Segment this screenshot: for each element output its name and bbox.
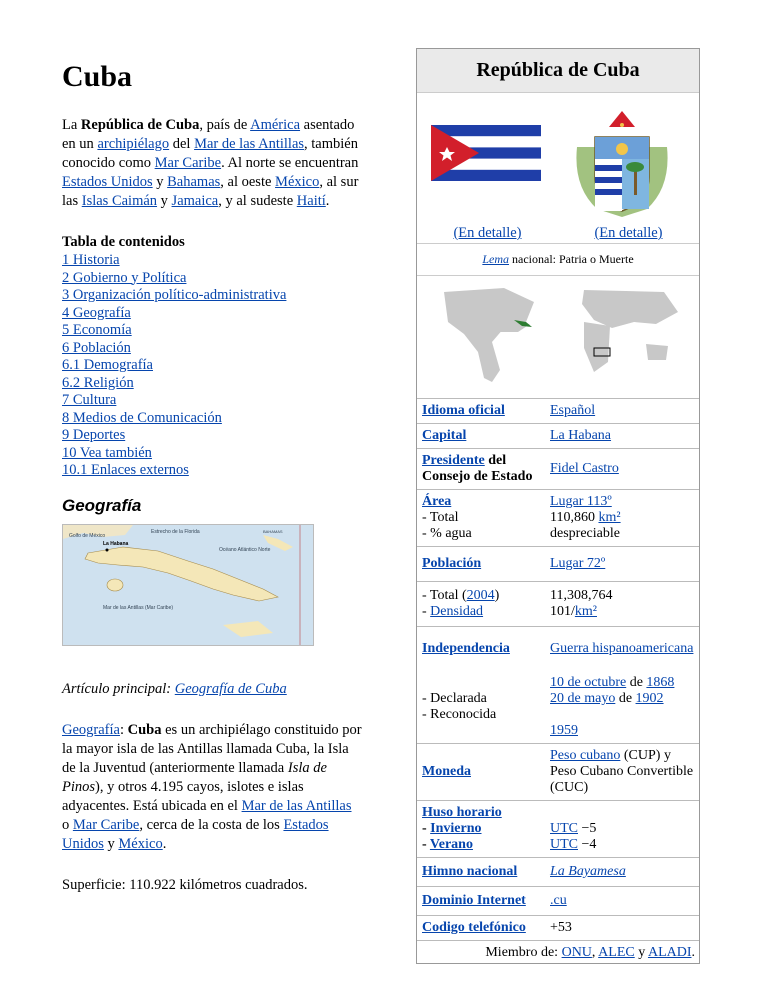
location-map-image <box>434 282 682 388</box>
link-espanol[interactable]: Español <box>550 403 596 418</box>
intro-paragraph: La República de Cuba, país de América asentado en un archipiélago del Mar de las Antillas, también conocido como Mar Caribe. Al norte se encuentran Estados Unidos y Bahamas, al oeste México, al sur las Islas Caimán y Jamaica, y al sudeste Haití. <box>62 117 359 209</box>
link-poblacion[interactable]: Población <box>422 556 482 571</box>
table-row: - Declarada - Reconocida 10 de octubre de 1868 20 de mayo de 1902 1959 <box>422 675 675 738</box>
infobox <box>416 48 700 964</box>
cuba-flag-image[interactable] <box>431 125 541 181</box>
link-mexico[interactable]: México <box>275 174 320 190</box>
world-map-graphic <box>434 282 682 388</box>
link-2004[interactable]: 2004 <box>466 588 495 603</box>
link-capital[interactable]: Capital <box>422 428 467 443</box>
table-row <box>417 547 699 582</box>
link-km2[interactable]: km² <box>598 510 621 525</box>
link-la-bayamesa[interactable]: La Bayamesa <box>550 864 626 879</box>
link-la-habana[interactable]: La Habana <box>550 428 612 443</box>
table-row <box>417 627 699 672</box>
table-row <box>417 858 699 887</box>
table-row: Área - Total - % agua Lugar 113º 110,860 km² despreciable <box>417 490 699 547</box>
infobox-symbols <box>417 93 699 244</box>
link-1868[interactable]: 1868 <box>646 675 675 690</box>
link-utc-2[interactable]: UTC <box>550 837 578 852</box>
link-fidel-castro[interactable]: Fidel Castro <box>550 461 619 476</box>
link-mexico-2[interactable]: México <box>118 835 163 852</box>
link-huso-horario[interactable]: Huso horario <box>422 805 502 820</box>
link-utc-1[interactable]: UTC <box>550 821 578 836</box>
link-verano[interactable]: Verano <box>429 837 473 852</box>
link-mar-antillas[interactable]: Mar de las Antillas <box>194 136 305 152</box>
table-row: Codigo telefónico +53 <box>417 916 699 941</box>
link-aladi[interactable]: ALADI <box>647 945 692 960</box>
section-heading-geografia: Geografía <box>62 495 142 515</box>
link-mar-antillas-2[interactable]: Mar de las Antillas <box>241 797 352 814</box>
toc-item[interactable]: 7 Cultura <box>62 392 117 408</box>
link-mar-caribe[interactable]: Mar Caribe <box>154 155 222 171</box>
link-codigo-telefonico[interactable]: Codigo telefónico <box>422 920 526 935</box>
link-alec[interactable]: ALEC <box>598 945 635 960</box>
national-motto: Lema nacional: Patria o Muerte <box>417 244 699 276</box>
toc-item[interactable]: 6.2 Religión <box>62 374 134 391</box>
map-label: BAHAMAS <box>263 528 283 534</box>
table-row: - Total (2004) - Densidad 11,308,764 101/km² <box>417 582 699 627</box>
map-label: La Habana <box>103 540 129 547</box>
link-estados-unidos[interactable]: Estados Unidos <box>62 174 153 190</box>
cuba-map-graphic <box>63 525 313 645</box>
link-estados-unidos-2[interactable]: Estados Unidos <box>62 816 329 852</box>
link-onu[interactable]: ONU <box>561 945 592 960</box>
infobox-table <box>417 398 699 940</box>
toc-item[interactable]: 6 Población <box>62 339 131 356</box>
link-20-de-mayo[interactable]: 20 de mayo <box>550 691 616 706</box>
link-mar-caribe-2[interactable]: Mar Caribe <box>72 816 140 833</box>
surface-text: Superficie: 110.922 kilómetros cuadrados. <box>62 876 308 893</box>
table-of-contents <box>62 252 362 480</box>
link-peso-cubano[interactable]: Peso cubano <box>550 748 621 763</box>
toc-item[interactable]: 9 Deportes <box>62 427 126 443</box>
link-geografia-de-cuba[interactable]: Geografía de Cuba <box>174 680 287 697</box>
link-bahamas[interactable]: Bahamas <box>167 174 221 190</box>
link-area-rank[interactable]: Lugar 113º <box>550 494 612 509</box>
map-label: Océano Atlántico Norte <box>219 546 271 553</box>
toc-item[interactable]: 10 Vea también <box>62 444 152 461</box>
toc-item[interactable]: 8 Medios de Comunicación <box>62 409 222 426</box>
page-title: Cuba <box>62 60 133 93</box>
link-10-de-octubre[interactable]: 10 de octubre <box>550 675 627 690</box>
toc-item[interactable]: 1 Historia <box>62 252 120 268</box>
coat-detail-link[interactable]: (En detalle) <box>594 225 663 241</box>
coat-of-arms-image[interactable] <box>567 97 677 221</box>
main-article-note: Artículo principal: Geografía de Cuba <box>62 680 287 697</box>
flag-detail-link[interactable]: (En detalle) <box>453 225 522 241</box>
infobox-title: República de Cuba <box>417 49 699 93</box>
article-main <box>62 60 362 895</box>
link-haiti[interactable]: Haití <box>296 193 326 209</box>
map-label: Golfo de México <box>69 532 106 539</box>
symbol-links <box>417 225 699 242</box>
link-poblacion-rank[interactable]: Lugar 72º <box>550 556 606 571</box>
link-moneda[interactable]: Moneda <box>422 764 471 779</box>
link-1959[interactable]: 1959 <box>550 723 578 738</box>
link-islas-caiman[interactable]: Islas Caimán <box>81 193 158 209</box>
toc-item[interactable]: 10.1 Enlaces externos <box>62 462 189 478</box>
cuba-map-image <box>62 524 314 646</box>
table-row <box>417 399 699 424</box>
link-independencia[interactable]: Independencia <box>422 641 510 656</box>
toc-item[interactable]: 6.1 Demografía <box>62 357 153 373</box>
link-dominio-internet[interactable]: Dominio Internet <box>422 893 526 908</box>
map-label: Estrecho de la Florida <box>151 528 200 535</box>
link-america[interactable]: América <box>250 117 301 133</box>
link-1902[interactable]: 1902 <box>635 691 664 706</box>
link-archipielago[interactable]: archipiélago <box>97 136 170 152</box>
toc-item[interactable]: 2 Gobierno y Política <box>62 269 187 286</box>
link-invierno[interactable]: Invierno <box>430 821 482 836</box>
link-densidad[interactable]: Densidad <box>430 604 484 619</box>
table-row: Huso horario - Invierno - Verano UTC −5 UTC −4 <box>417 801 699 858</box>
link-himno-nacional[interactable]: Himno nacional <box>422 864 518 879</box>
table-row: Moneda Peso cubano (CUP) y Peso Cubano Convertible (CUC) <box>417 744 699 801</box>
table-row <box>417 424 699 449</box>
link-geografia[interactable]: Geografía <box>62 721 120 738</box>
link-presidente[interactable]: Presidente <box>422 453 485 468</box>
toc-item[interactable]: 5 Economía <box>62 322 132 338</box>
link-jamaica[interactable]: Jamaica <box>171 193 219 209</box>
link-lema[interactable]: Lema <box>482 252 510 266</box>
link-cu-domain[interactable]: .cu <box>550 893 567 908</box>
table-row <box>417 887 699 916</box>
member-of: Miembro de: ONU, ALEC y ALADI. <box>417 940 699 963</box>
link-area[interactable]: Área <box>422 494 452 509</box>
map-label: Mar de las Antillas (Mar Caribe) <box>103 604 174 611</box>
geografia-paragraph: Geografía: Cuba es un archipiélago constituido por la mayor isla de las Antillas llamada Cuba, la Isla de la Juventud (anteriormente llamada Isla de Pinos), y otros 4.195 cayos, islotes e islas adyacentes. Está ubicada en el Mar de las Antillas o Mar Caribe, cerca de la costa de los Estados Unidos y México. <box>62 721 362 852</box>
toc-item[interactable]: 3 Organización político-administrativa <box>62 287 287 303</box>
toc-item[interactable]: 4 Geografía <box>62 304 131 321</box>
link-idioma-oficial[interactable]: Idioma oficial <box>422 403 505 418</box>
toc-title: Tabla de contenidos <box>62 234 185 250</box>
link-guerra-hispanoamericana[interactable]: Guerra hispanoamericana <box>550 641 694 656</box>
table-row: Presidente del Consejo de Estado Fidel Castro <box>417 449 699 490</box>
link-km2-2[interactable]: km² <box>574 604 597 619</box>
